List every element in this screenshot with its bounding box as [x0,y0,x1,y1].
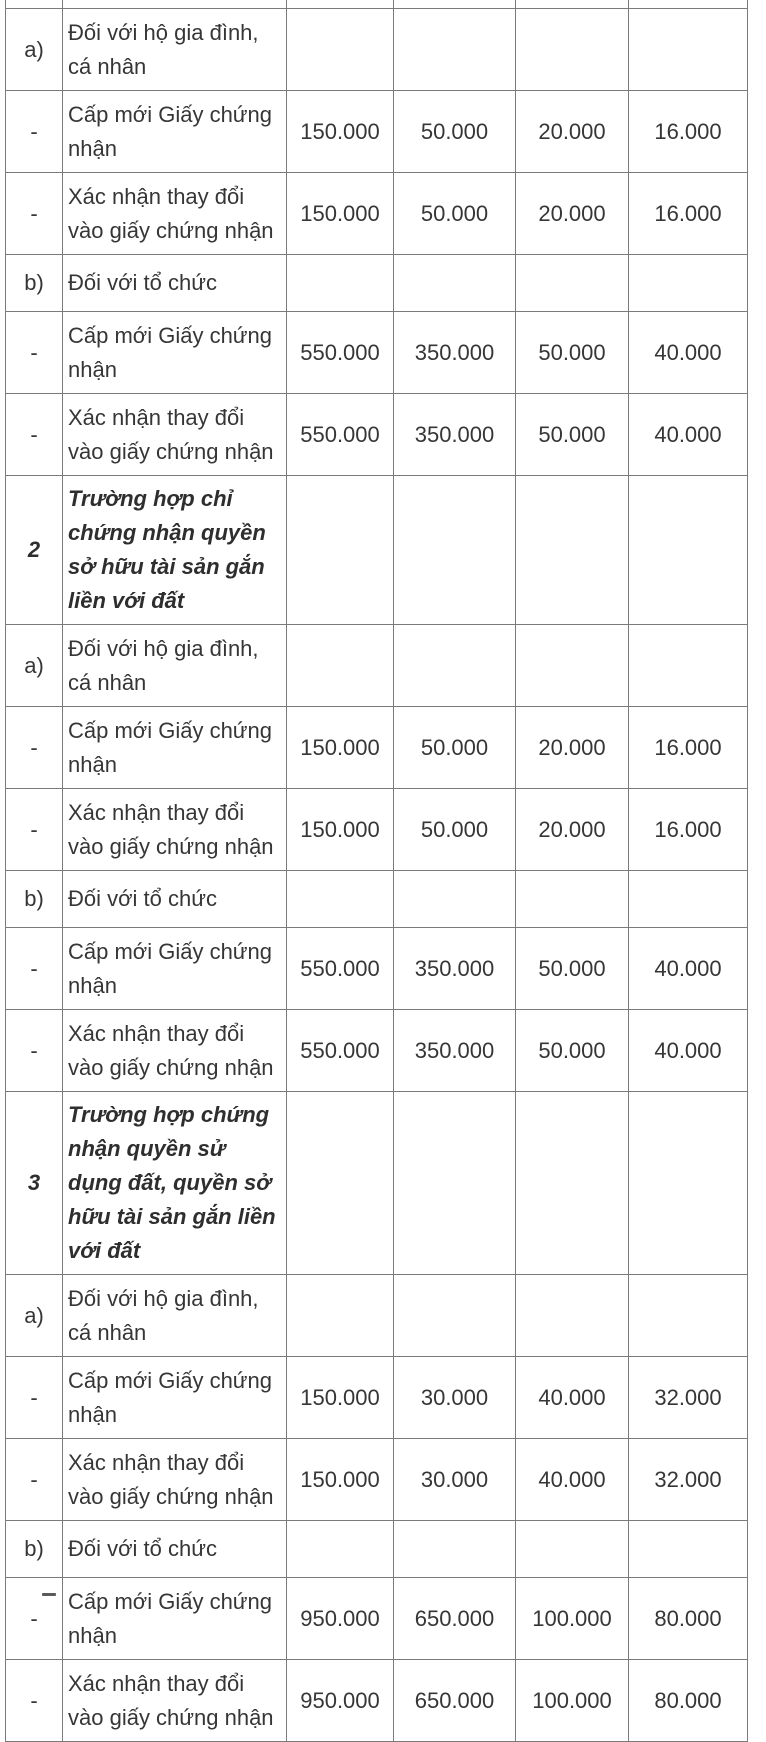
fee-value-cell: 20.000 [516,707,629,789]
fee-value-cell [287,0,394,9]
fee-value-cell [287,255,394,312]
fee-table-body [6,0,748,1742]
fee-value-cell [394,476,516,625]
fee-value-cell [287,1275,394,1357]
table-row [6,1521,748,1578]
table-row [6,476,748,625]
fee-value-cell [394,625,516,707]
row-description-cell: Cấp mới Giấy chứng nhận [63,1578,287,1660]
fee-value-cell [287,1092,394,1275]
fee-value-cell [394,1275,516,1357]
fee-value-cell [629,1275,748,1357]
fee-value-cell: 350.000 [394,928,516,1010]
fee-value-cell: 350.000 [394,312,516,394]
fee-value-cell: 50.000 [394,91,516,173]
fee-value-cell: 16.000 [629,789,748,871]
fee-value-cell: 50.000 [394,707,516,789]
table-row [6,394,748,476]
fee-value-cell: 32.000 [629,1439,748,1521]
fee-value-cell: 650.000 [394,1578,516,1660]
fee-value-cell [394,9,516,91]
row-description-cell: Xác nhận thay đổi vào giấy chứng nhận [63,1010,287,1092]
fee-value-cell [394,0,516,9]
table-row [6,0,748,9]
row-description-cell: Cấp mới Giấy chứng nhận [63,312,287,394]
table-row [6,871,748,928]
fee-value-cell [394,1092,516,1275]
row-description-cell: Xác nhận thay đổi vào giấy chứng nhận [63,1660,287,1742]
fee-value-cell: 550.000 [287,928,394,1010]
row-description-cell: Xác nhận thay đổi vào giấy chứng nhận [63,789,287,871]
table-row [6,1275,748,1357]
table-row [6,625,748,707]
fee-value-cell: 100.000 [516,1578,629,1660]
fee-value-cell: 50.000 [394,789,516,871]
fee-value-cell [516,1521,629,1578]
fee-value-cell [394,1521,516,1578]
fee-value-cell [287,9,394,91]
row-marker-cell: b) [6,1521,63,1578]
fee-value-cell: 30.000 [394,1439,516,1521]
row-marker-cell: - [6,173,63,255]
table-row [6,928,748,1010]
fee-value-cell: 550.000 [287,1010,394,1092]
row-description-cell: Đối với tổ chức [63,1521,287,1578]
fee-value-cell: 50.000 [516,928,629,1010]
row-description-cell: Xác nhận thay đổi vào giấy chứng nhận [63,173,287,255]
fee-table-container [5,0,748,1742]
fee-value-cell: 150.000 [287,91,394,173]
fee-value-cell [629,0,748,9]
fee-value-cell: 950.000 [287,1578,394,1660]
row-marker-cell: - [6,1578,63,1660]
fee-value-cell [516,625,629,707]
fee-value-cell: 50.000 [516,394,629,476]
fee-value-cell [516,1275,629,1357]
row-marker-cell: a) [6,625,63,707]
fee-value-cell: 150.000 [287,707,394,789]
fee-value-cell: 16.000 [629,707,748,789]
fee-value-cell: 150.000 [287,1439,394,1521]
table-row [6,173,748,255]
fee-value-cell: 40.000 [516,1357,629,1439]
fee-value-cell [516,0,629,9]
fee-value-cell [516,871,629,928]
row-description-cell: Cấp mới Giấy chứng nhận [63,928,287,1010]
fee-value-cell: 950.000 [287,1660,394,1742]
row-description-cell: Cấp mới Giấy chứng nhận [63,1357,287,1439]
fee-value-cell [629,871,748,928]
fee-value-cell [287,1521,394,1578]
fee-value-cell [516,476,629,625]
fee-value-cell [516,1092,629,1275]
table-row [6,1439,748,1521]
row-marker-cell: 3 [6,1092,63,1275]
row-marker-cell: b) [6,255,63,312]
row-marker-cell: - [6,1010,63,1092]
row-marker-cell: - [6,1660,63,1742]
fee-value-cell: 350.000 [394,394,516,476]
table-row [6,1660,748,1742]
row-description-cell: Cấp mới Giấy chứng nhận [63,91,287,173]
fee-value-cell: 550.000 [287,312,394,394]
row-marker-cell: - [6,789,63,871]
row-marker-cell: - [6,91,63,173]
row-description-cell: Xác nhận thay đổi vào giấy chứng nhận [63,1439,287,1521]
table-row [6,1578,748,1660]
fee-value-cell: 40.000 [629,928,748,1010]
row-marker-cell: - [6,707,63,789]
row-marker-cell: - [6,312,63,394]
table-row [6,1010,748,1092]
fee-value-cell: 40.000 [516,1439,629,1521]
row-marker-cell: - [6,1357,63,1439]
fee-value-cell: 40.000 [629,312,748,394]
fee-value-cell: 32.000 [629,1357,748,1439]
table-row [6,789,748,871]
row-description-cell: Xác nhận thay đổi vào giấy chứng nhận [63,394,287,476]
fee-value-cell [629,255,748,312]
table-row [6,1357,748,1439]
fee-value-cell [394,255,516,312]
row-description-cell: Trường hợp chỉ chứng nhận quyền sở hữu tài sản gắn liền với đất [63,476,287,625]
row-marker-cell: - [6,928,63,1010]
row-marker-cell: - [6,394,63,476]
fee-value-cell: 50.000 [394,173,516,255]
fee-value-cell [629,9,748,91]
fee-value-cell: 20.000 [516,173,629,255]
row-marker-cell: - [6,1439,63,1521]
row-marker-cell: a) [6,1275,63,1357]
row-description-cell: Trường hợp chứng nhận quyền sử dụng đất, quyền sở hữu tài sản gắn liền với đất [63,1092,287,1275]
table-row [6,1092,748,1275]
fee-value-cell: 30.000 [394,1357,516,1439]
row-description-cell [63,0,287,9]
row-description-cell: Đối với hộ gia đình, cá nhân [63,1275,287,1357]
fee-value-cell [287,476,394,625]
fee-value-cell [516,255,629,312]
fee-value-cell: 20.000 [516,789,629,871]
fee-value-cell: 40.000 [629,394,748,476]
row-description-cell: Đối với hộ gia đình, cá nhân [63,9,287,91]
fee-value-cell [516,9,629,91]
fee-value-cell [394,871,516,928]
fee-value-cell [629,1521,748,1578]
fee-value-cell: 150.000 [287,173,394,255]
fee-value-cell: 50.000 [516,312,629,394]
table-row [6,312,748,394]
row-marker-cell: b) [6,871,63,928]
fee-value-cell: 100.000 [516,1660,629,1742]
fee-value-cell [287,871,394,928]
fee-value-cell: 150.000 [287,1357,394,1439]
row-description-cell: Cấp mới Giấy chứng nhận [63,707,287,789]
row-marker-cell: 2 [6,476,63,625]
fee-value-cell: 350.000 [394,1010,516,1092]
fee-value-cell: 20.000 [516,91,629,173]
fee-value-cell [629,1092,748,1275]
fee-value-cell [629,625,748,707]
fee-value-cell [287,625,394,707]
table-row [6,91,748,173]
fee-value-cell: 650.000 [394,1660,516,1742]
fee-value-cell: 16.000 [629,91,748,173]
row-description-cell: Đối với hộ gia đình, cá nhân [63,625,287,707]
row-description-cell: Đối với tổ chức [63,871,287,928]
row-marker-cell [6,0,63,9]
table-row [6,707,748,789]
fee-value-cell [629,476,748,625]
fee-value-cell: 550.000 [287,394,394,476]
fee-value-cell: 150.000 [287,789,394,871]
fee-table [5,0,748,1742]
fee-value-cell: 80.000 [629,1660,748,1742]
fee-value-cell: 40.000 [629,1010,748,1092]
table-row [6,255,748,312]
table-row [6,9,748,91]
fee-value-cell: 80.000 [629,1578,748,1660]
row-description-cell: Đối với tổ chức [63,255,287,312]
row-marker-cell: a) [6,9,63,91]
fee-value-cell: 50.000 [516,1010,629,1092]
fee-value-cell: 16.000 [629,173,748,255]
